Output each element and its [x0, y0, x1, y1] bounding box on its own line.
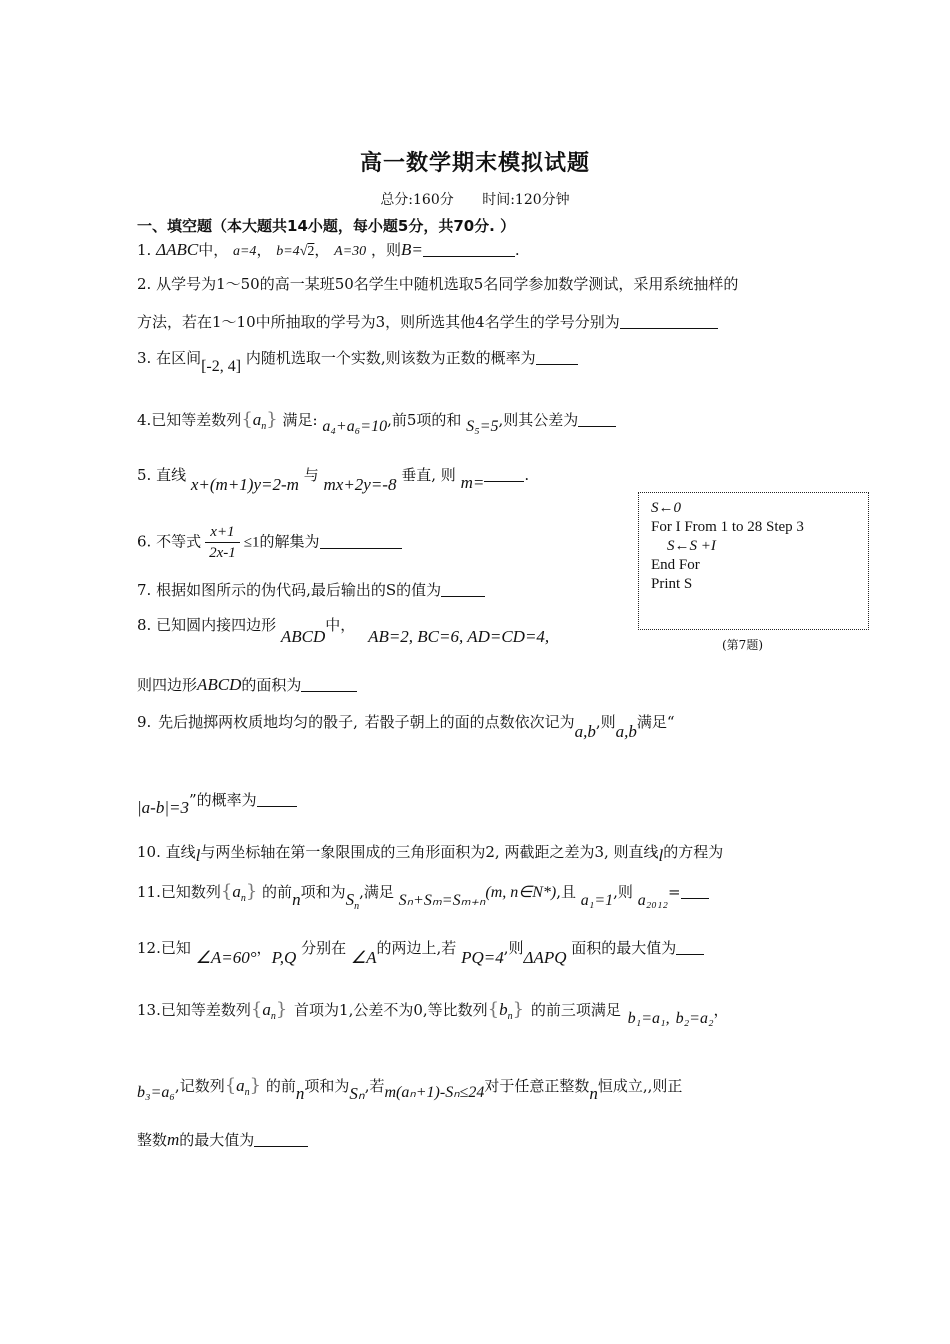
q11-text5: ,且 — [556, 883, 576, 901]
q13-sn: Sₙ — [349, 1084, 365, 1103]
q13-text3: 的前三项满足 — [530, 1001, 621, 1019]
q10-text3: 的方程为 — [663, 843, 724, 861]
q9-ab-2: a,b — [615, 722, 637, 741]
q9-condition: |a-b|=3 — [137, 798, 189, 817]
question-7 — [137, 580, 485, 600]
q6-denominator: 2x-1 — [209, 545, 236, 561]
q4-text4: ,则其公差为 — [498, 411, 579, 429]
q9-text2: ,则 — [595, 713, 616, 731]
q12-text3: 的两边上,若 — [376, 939, 457, 957]
q5-line2: mx+2y=-8 — [323, 475, 397, 494]
q12-angle: ∠A=60° — [195, 948, 257, 967]
q5-m: m= — [460, 473, 485, 492]
q1-text2: ，则 — [370, 241, 401, 259]
q11-text6: ,则 — [613, 883, 633, 901]
q2-text: 方法，若在1～10中所抽取的学号为3，则所选其他4名学生的学号分别为 — [137, 313, 620, 331]
question-8 — [137, 615, 550, 646]
q12-sep: ， — [256, 939, 272, 957]
question-10 — [137, 842, 724, 865]
q3-interval: [-2, 4] — [201, 358, 242, 375]
q10-line-l: l — [195, 846, 201, 865]
code-line-1: S←0 — [651, 500, 681, 516]
q8-quadrilateral: ABCD — [280, 627, 326, 646]
q11-a1: a₁=1 — [580, 892, 614, 909]
q6-relation: ≤1 — [243, 534, 260, 551]
q12-length: PQ=4 — [461, 948, 504, 967]
question-13-line-3 — [137, 1130, 308, 1150]
q12-triangle: ΔAPQ — [523, 948, 567, 967]
answer-blank — [676, 940, 704, 955]
code-line-4: End For — [651, 557, 700, 573]
q12-text: 12.已知 — [137, 939, 191, 957]
figure-caption: (第7题) — [722, 638, 763, 652]
answer-blank — [441, 582, 485, 597]
q1-angle-b: B= — [400, 240, 423, 259]
q13-sep: ， — [713, 1001, 729, 1019]
q12-angle-2: ∠A — [350, 948, 377, 967]
q5-text: 5. 直线 — [137, 466, 187, 484]
q11-text3: 项和为 — [300, 883, 346, 901]
q11-condition: (m, n∈N*) — [485, 884, 557, 901]
code-line-2: For I From 1 to 28 Step 3 — [651, 519, 804, 535]
q8-text: 8. 已知圆内接四边形 — [137, 616, 277, 634]
q1-sqrt: √2 — [299, 244, 315, 259]
question-2-line-2 — [137, 312, 718, 332]
code-line-3: S←S +I — [667, 538, 716, 554]
q6-fraction — [205, 522, 240, 563]
answer-blank — [257, 792, 297, 807]
q5-end: . — [524, 466, 530, 484]
q11-sn: $S_n$ — [345, 890, 360, 912]
q10-text2: 与两坐标轴在第一象限围成的三角形面积为2, 两截距之差为3, 则直线 — [200, 843, 659, 861]
q13-n: n — [295, 1084, 305, 1103]
sequence-an: $a_n$ — [252, 410, 267, 432]
exam-info — [0, 189, 950, 209]
answer-blank — [320, 534, 402, 549]
q1-side-b: b=4 — [276, 244, 300, 259]
time-limit: 时间:120分钟 — [482, 192, 570, 208]
answer-blank — [620, 314, 718, 329]
q12-text5: 面积的最大值为 — [571, 939, 677, 957]
q4-text3: ,前5项的和 — [387, 411, 462, 429]
question-4: 4.已知等差数列$\{a_n\}$ 满足: a₄+a₆=10,前5项的和 S₅=5,则其公差为 — [137, 410, 616, 437]
pseudocode-box — [638, 492, 869, 630]
q13-text11: 的最大值为 — [179, 1131, 255, 1149]
sequence-an: $a_n$ — [232, 882, 246, 904]
sequence-brace: { — [241, 409, 253, 430]
q10-line-l-2: l — [658, 846, 664, 865]
question-8-line-2 — [137, 675, 357, 695]
question-9 — [137, 712, 675, 741]
answer-blank — [681, 884, 709, 899]
q9-ab: a,b — [574, 722, 596, 741]
q4-sum: S₅=5 — [466, 418, 499, 435]
sequence-bn: $b_n$ — [499, 1000, 513, 1022]
total-score: 总分:160分 — [380, 192, 454, 208]
q13-text2: 首项为1,公差不为0,等比数列 — [294, 1001, 488, 1019]
q11-end: = — [667, 883, 681, 901]
sequence-an: $a_n$ — [236, 1076, 250, 1098]
answer-blank — [484, 467, 524, 482]
q1-angle-a: A=30 — [334, 244, 367, 259]
q13-text4: ,记数列 — [174, 1077, 225, 1095]
q13-text: 13.已知等差数列 — [137, 1001, 251, 1019]
q3-text2: 内随机选取一个实数,则该数为正数的概率为 — [245, 349, 536, 367]
q6-text2: 的解集为 — [259, 532, 320, 551]
answer-blank — [254, 1132, 308, 1147]
q13-text7: ,若 — [364, 1077, 385, 1095]
q1-number: 1. — [137, 241, 152, 259]
q13-m: m — [167, 1130, 180, 1149]
question-2-line-1: 2. 从学号为1～50的高一某班50名学生中随机选取5名同学参加数学测试，采用系统抽样的 — [137, 275, 739, 293]
q4-text2: 满足: — [282, 411, 318, 429]
q1-end: . — [514, 241, 520, 259]
q1-side-a: a=4 — [232, 244, 257, 259]
q8-conditions: AB=2, BC=6, AD=CD=4, — [368, 627, 550, 646]
section-heading: 一、填空题（本大题共14小题，每小题5分，共70分. ） — [137, 217, 516, 235]
q13-text9: 恒成立,,则正 — [597, 1077, 683, 1095]
q9-text4: ”的概率为 — [188, 791, 257, 809]
q9-text: 9. 先后抛掷两枚质地均匀的骰子, 若骰子朝上的面的点数依次记为 — [137, 713, 575, 731]
question-3 — [137, 348, 578, 375]
q8-text3: 则四边形 — [137, 676, 198, 694]
question-11: 11.已知数列$\{a_n\}$ 的前n项和为$S_n$,满足 Sₙ+Sₘ=Sₘ₊ₙ(m, n∈N*),且 a₁=1,则 a₂₀₁₂= — [137, 882, 709, 909]
question-9-line-2 — [137, 790, 297, 817]
code-line-5: Print S — [651, 576, 693, 592]
q13-n-2: n — [589, 1084, 598, 1103]
q13-b1-b2: b₁=a₁, b₂=a₂ — [627, 1010, 714, 1027]
q10-text: 10. 直线 — [137, 843, 196, 861]
q11-text: 11.已知数列 — [137, 883, 221, 901]
q11-text2: 的前 — [262, 883, 293, 901]
q13-text10: 整数 — [137, 1131, 168, 1149]
question-6 — [137, 522, 402, 563]
q1-sep2: ， — [314, 241, 330, 259]
q5-line1: x+(m+1)y=2-m — [190, 475, 299, 494]
question-13: 13.已知等差数列$\{a_n\}$ 首项为1,公差不为0,等比数列$\{b_n\}$ 的前三项满足 b₁=a₁, b₂=a₂， — [137, 999, 729, 1027]
q13-b3: b₃=a₆ — [137, 1084, 175, 1101]
q12-text2: 分别在 — [301, 939, 347, 957]
q11-text4: ,满足 — [359, 883, 394, 901]
q1-sep: ， — [256, 241, 272, 259]
q13-inequality: m(aₙ+1)-Sₙ≤24 — [384, 1084, 485, 1101]
page-title: 高一数学期末模拟试题 — [359, 151, 590, 176]
q12-text4: ,则 — [503, 939, 524, 957]
q8-text4: 的面积为 — [241, 676, 302, 694]
q11-n: n — [292, 890, 301, 909]
answer-blank — [536, 350, 578, 365]
q3-text: 3. 在区间 — [137, 349, 202, 367]
question-5 — [137, 465, 530, 494]
q1-text: 中， — [198, 241, 229, 259]
answer-blank — [578, 412, 616, 427]
sequence-an: $a_n$ — [262, 1000, 276, 1022]
question-13-line-2: b₃=a₆,记数列$\{a_n\}$ 的前n项和为Sₙ,若m(aₙ+1)-Sₙ≤24对于任意正整数n恒成立,,则正 — [137, 1075, 683, 1103]
q13-text6: 项和为 — [304, 1077, 350, 1095]
q4-equation: a₄+a₆=10 — [322, 418, 388, 435]
q5-text2: 与 — [303, 466, 319, 484]
q8-quadrilateral-2: ABCD — [197, 675, 242, 694]
q7-text: 7. 根据如图所示的伪代码,最后输出的S的值为 — [137, 581, 442, 599]
q12-points: P,Q — [271, 948, 297, 967]
q9-text3: 满足“ — [636, 713, 675, 731]
q11-equation: Sₙ+Sₘ=Sₘ₊ₙ — [398, 892, 486, 909]
answer-blank — [301, 677, 357, 692]
q6-numerator: x+1 — [205, 522, 240, 543]
question-1 — [137, 240, 520, 262]
q6-text: 6. 不等式 — [137, 532, 202, 551]
q8-text2: 中， — [325, 616, 356, 634]
q1-triangle: ΔABC — [156, 240, 199, 259]
q13-text8: 对于任意正整数 — [484, 1077, 590, 1095]
q5-text3: 垂直, 则 — [401, 466, 456, 484]
q11-a2012: a₂₀₁₂ — [637, 892, 668, 909]
q4-text: 4.已知等差数列 — [137, 411, 242, 429]
answer-blank — [423, 242, 515, 257]
question-12 — [137, 938, 704, 967]
q13-text5: 的前 — [265, 1077, 296, 1095]
